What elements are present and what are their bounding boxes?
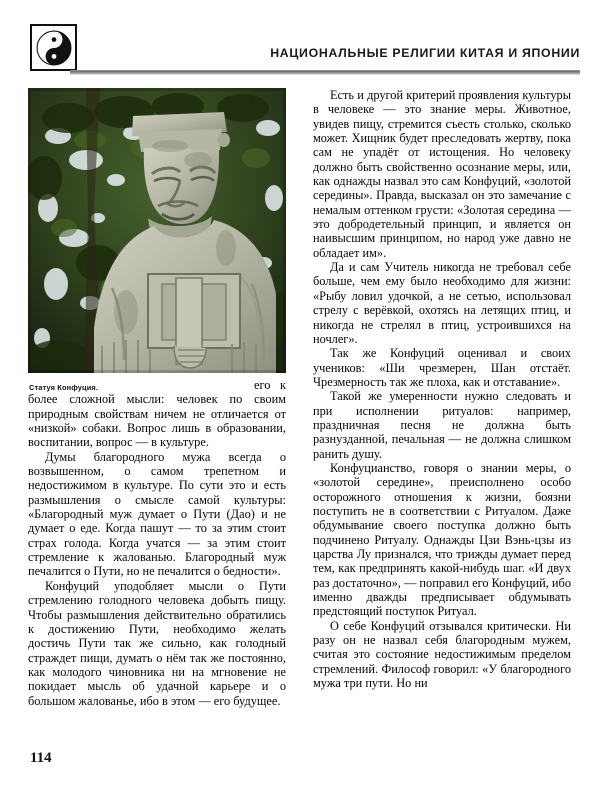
paragraph (28, 378, 286, 450)
statue-photograph (28, 88, 286, 373)
paragraph-text: его к более сложной мысли: человек по своим природным свойствам ничем не отличается от «низкой» собаки. Вопрос лишь в образовании, воспитании, вопрос — в культуре. (28, 378, 286, 450)
yin-yang-icon (36, 30, 72, 66)
paragraph: О себе Конфуций отзывался критически. Ни разу он не назвал себя благородным мужем, считая это состояние недостижимым пределом стремлений. Философ говорил: «У благородного мужа три пути. Но ни (313, 618, 571, 691)
figure-confucius-statue (28, 88, 286, 373)
left-text-column (28, 378, 286, 708)
paragraph: Конфуций уподобляет мысли о Пути стремлению голодного человека добыть пищу. Чтобы размышления действительно обратились к достижению Пути, необходимо желать достичь Пути так же сильно, как голодный страждет пищи, думать о нём так же постоянно, как молодого чиновника ни на мгновение не покидает мысль об удачной карьере и о большом жалованье, ибо в этом — его будущее. (28, 578, 286, 708)
page-title: НАЦИОНАЛЬНЫЕ РЕЛИГИИ КИТАЯ И ЯПОНИИ (270, 46, 580, 60)
paragraph: Так же Конфуций оценивал и своих учеников: «Ши чрезмерен, Шан отстаёт. Чрезмерность так же плоха, как и отставание». (313, 346, 571, 389)
right-text-column (313, 88, 571, 690)
paragraph: Такой же умеренности нужно следовать и при исполнении ритуалов: например, праздничная песня не должна быть разнузданной, печальная — не должна слишком ранить душу. (313, 389, 571, 461)
figure-caption: Статуя Конфуция. (29, 383, 99, 392)
paragraph: Есть и другой критерий проявления культуры в человеке — это знание меры. Животное, увидев пищу, стремится съесть столько, сколько может. Хищник будет преследовать жертву, пока сам не упадёт от истощения. Но человеку должно быть свойственно осознание меры, или, как однажды назвал это сам Конфуций, «золотой середины». Правда, высказал он это замечание с немалым оттенком грусти: «Золотая середина — это добродетельный принцип, и является он наивысшим принципом, но народ уже давно не обладает им». (313, 88, 571, 260)
paragraph: Конфуцианство, говоря о знании меры, о «золотой середине», преисполнено особо осторожного отношения к жизни, боязни поступить не в соответствии с Ритуалом. Даже обдумывание своего поступка должно быть подчинено Ритуалу. Однажды Цзи Вэнь-цзы из царства Лу признался, что трижды думает перед тем, как предпринять какой-нибудь шаг. «И двух раз достаточно», — поправил его Конфуций, ибо именно дважды предписывает обдумывать предстоящий поступок Ритуал. (313, 460, 571, 619)
page-number: 114 (30, 750, 52, 766)
paragraph: Думы благородного мужа всегда о возвышенном, о самом трепетном и недостижимом в культуре. По сути это и есть размышления о смысле самой культуры: «Благородный муж думает о Пути (Дао) и не думает о еде. Когда пашут — то за этим стоит страх голода. Когда учатся — за этим стоит стремление к жалованью. Благородный муж печалится о Пути, но не печалится о бедности». (28, 449, 286, 579)
paragraph: Да и сам Учитель никогда не требовал себе больше, чем ему было необходимо для жизни: «Рыбу ловил удочкой, а не сетью, использовал стрелу с верёвкой, охотясь на летящих птиц, и никогда не стрелял в птиц, устроившихся на ночлег». (313, 260, 571, 346)
page-header (0, 0, 600, 86)
header-divider-rule (70, 70, 580, 74)
yin-yang-emblem (30, 24, 77, 71)
